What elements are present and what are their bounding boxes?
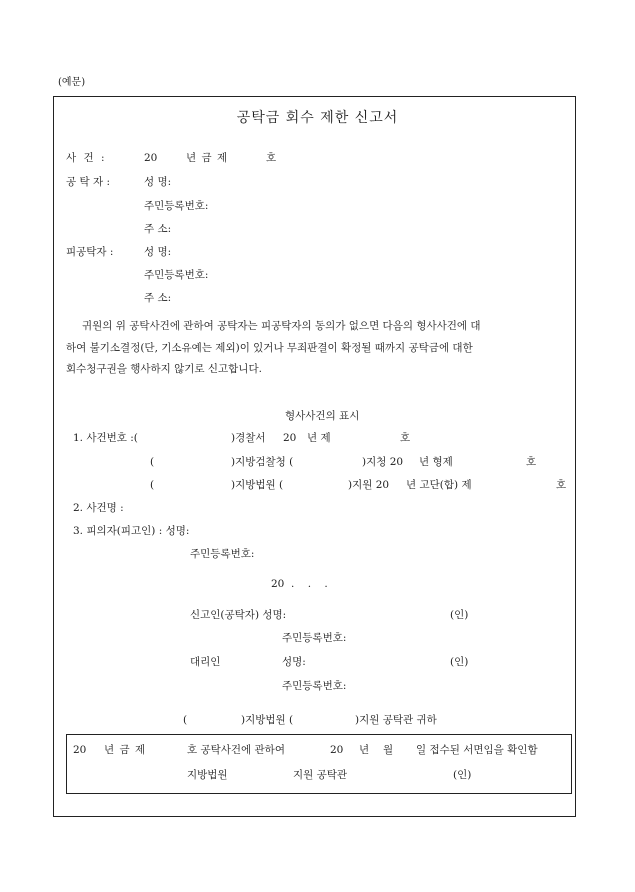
item1-r3-open: (: [150, 479, 155, 491]
confirm-l2-c: (인): [453, 769, 472, 781]
item1-r3-d: 호: [556, 479, 567, 491]
addressee-a: )지방법원 (: [241, 714, 294, 726]
item3-resident: 주민등록번호:: [190, 548, 255, 560]
agent-name: 성명:: [282, 656, 306, 668]
item1-r1-c: 년 제: [307, 432, 331, 444]
confirm-l1-f: 월: [383, 744, 394, 756]
confirm-l1-e: 년: [359, 744, 370, 756]
body-line-1: 귀원의 위 공탁사건에 관하여 공탁자는 피공탁자의 동의가 없으면 다음의 형사사건에 대: [82, 320, 481, 332]
depositee-name: 성 명:: [144, 246, 172, 258]
case-year: 20: [144, 152, 158, 164]
item1-r2-c: 년 형제: [419, 456, 453, 468]
depositor-label: 공 탁 자 :: [66, 176, 110, 188]
item1-r3-b: )지원 20: [348, 479, 390, 491]
depositee-label: 피공탁자 :: [66, 246, 114, 258]
agent-resident: 주민등록번호:: [282, 680, 347, 692]
confirm-l1-c: 호 공탁사건에 관하여: [187, 744, 285, 756]
item1-r2-b: )지청 20: [362, 456, 404, 468]
case-ho: 호: [266, 152, 277, 164]
item1-r2-d: 호: [526, 456, 537, 468]
depositee-address: 주 소:: [144, 292, 172, 304]
document-title: 공탁금 회수 제한 신고서: [236, 110, 399, 126]
depositor-resident: 주민등록번호:: [144, 200, 209, 212]
reporter-label: 신고인(공탁자) 성명:: [190, 609, 287, 621]
item1-r3-c: 년 고단(합) 제: [406, 479, 472, 491]
form-frame: [53, 96, 576, 817]
confirm-l1-a: 20: [73, 744, 87, 756]
criminal-heading: 형사사건의 표시: [285, 410, 360, 422]
body-line-3: 회수청구권을 행사하지 않기로 신고합니다.: [66, 363, 262, 375]
agent-seal: (인): [450, 656, 469, 668]
case-mid: 년 금 제: [186, 152, 229, 164]
item1-label: 1. 사건번호 :(: [73, 432, 138, 444]
date-line: 20 . . .: [271, 578, 328, 590]
body-line-2: 하여 불기소결정(단, 기소유예는 제외)이 있거나 무죄판결이 확정될 때까지 공탁금에 대한: [66, 342, 473, 354]
confirm-l2-a: 지방법원: [187, 769, 228, 781]
confirm-l1-b: 년 금 제: [104, 744, 147, 756]
addressee-open: (: [183, 714, 188, 726]
item1-r2-a: )지방검찰청 (: [231, 456, 294, 468]
depositor-name: 성 명:: [144, 176, 172, 188]
item1-r1-d: 호: [400, 432, 411, 444]
item3-label: 3. 피의자(피고인) : 성명:: [73, 525, 190, 537]
depositor-address: 주 소:: [144, 223, 172, 235]
reporter-seal: (인): [450, 609, 469, 621]
item1-r2-open: (: [150, 456, 155, 468]
reporter-resident: 주민등록번호:: [282, 632, 347, 644]
item2-label: 2. 사건명 :: [73, 502, 124, 514]
case-label: 사 건 :: [66, 152, 107, 164]
confirm-l1-g: 일 접수된 서면임을 확인함: [416, 744, 538, 756]
confirm-l2-b: 지원 공탁관: [293, 769, 348, 781]
item1-r1-b: 20: [283, 432, 297, 444]
depositee-resident: 주민등록번호:: [144, 269, 209, 281]
confirm-l1-d: 20: [330, 744, 344, 756]
confirmation-box: [66, 734, 572, 794]
item1-r3-a: )지방법원 (: [231, 479, 284, 491]
agent-label: 대리인: [190, 656, 221, 668]
addressee-b: )지원 공탁관 귀하: [355, 714, 437, 726]
example-label: (예문): [58, 77, 86, 88]
item1-r1-a: )경찰서: [231, 432, 266, 444]
